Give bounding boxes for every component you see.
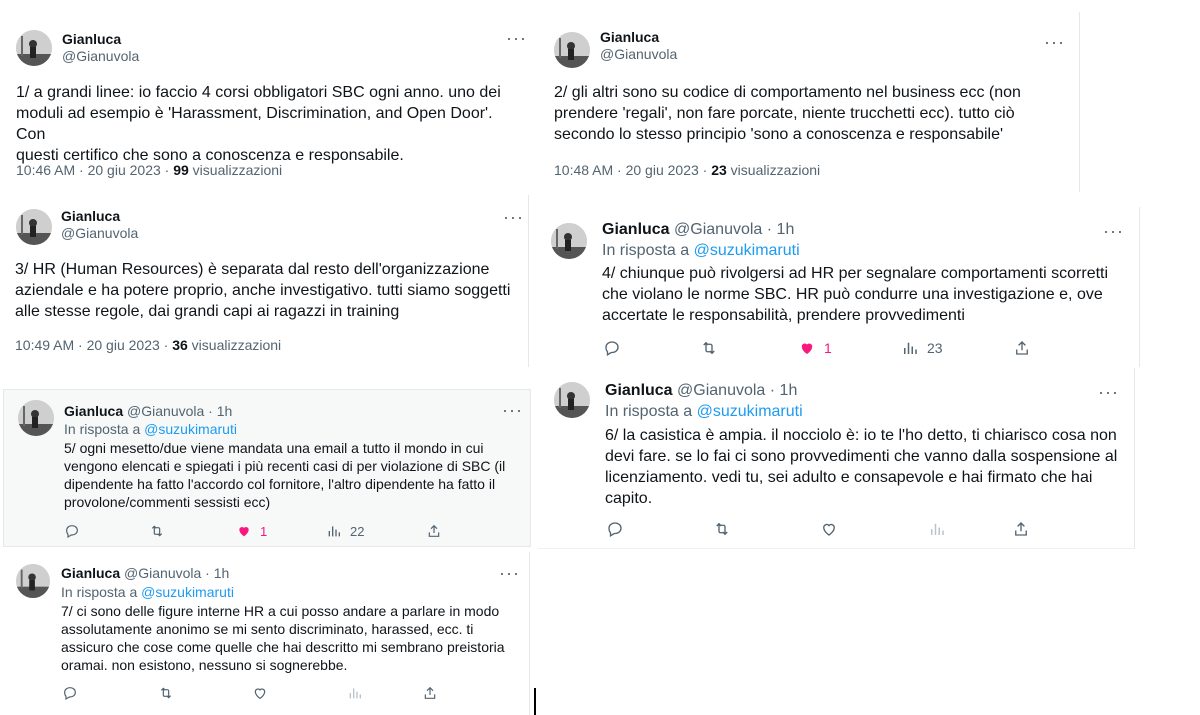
- retweet-button[interactable]: [148, 523, 166, 539]
- author-name[interactable]: Gianluca: [602, 221, 670, 238]
- like-button[interactable]: [252, 685, 268, 701]
- author-handle[interactable]: @Gianuvola: [600, 46, 678, 62]
- views-icon: [928, 520, 946, 538]
- tweet-age[interactable]: · 1h: [201, 565, 230, 581]
- reply-context: In risposta a: [61, 584, 142, 600]
- avatar[interactable]: [16, 30, 52, 66]
- like-icon: [236, 523, 252, 539]
- retweet-icon: [157, 685, 175, 701]
- reply-button[interactable]: [64, 523, 80, 539]
- tweet-card[interactable]: [538, 368, 1135, 549]
- tweet-actions: [603, 338, 1033, 358]
- author-handle[interactable]: @Gianuvola: [61, 225, 139, 241]
- mention-link[interactable]: @suzukimaruti: [141, 584, 234, 600]
- retweet-icon: [712, 520, 732, 538]
- reply-icon: [606, 520, 624, 538]
- reply-button[interactable]: [62, 685, 78, 701]
- tweet-card[interactable]: [0, 18, 528, 190]
- tweet-timestamp[interactable]: [16, 162, 282, 178]
- reply-button[interactable]: [603, 339, 621, 357]
- views-button[interactable]: [928, 520, 946, 538]
- like-icon: [252, 685, 268, 701]
- views-label: visualizzazioni: [187, 337, 282, 353]
- tweet-timestamp[interactable]: [554, 162, 820, 178]
- reply-context: In risposta a: [64, 421, 145, 437]
- views-label: visualizzazioni: [726, 162, 821, 178]
- retweet-icon: [699, 339, 719, 357]
- share-button[interactable]: [1013, 339, 1031, 357]
- share-icon: [1013, 339, 1031, 357]
- tweet-text: 5/ ogni mesetto/due viene mandata una email a tutto il mondo in cui vengono elencati e spiegati i più recenti casi di per violazione di SBC (il dipendente ha fatto l'accordo col fornitore, l'altro dipendente ha fatto il provolone/commenti sessisti ecc): [64, 440, 506, 510]
- reply-icon: [62, 685, 78, 701]
- author-handle[interactable]: @Gianuvola: [677, 382, 766, 399]
- more-options-icon[interactable]: ···: [506, 28, 527, 48]
- author-name[interactable]: Gianluca: [62, 31, 122, 47]
- share-button[interactable]: [426, 523, 442, 539]
- view-count: 22: [350, 523, 365, 539]
- more-options-icon[interactable]: ···: [499, 563, 520, 583]
- reply-icon: [603, 339, 621, 357]
- divider: [534, 688, 536, 715]
- view-count: 99: [173, 162, 189, 178]
- retweet-button[interactable]: [699, 339, 719, 357]
- avatar[interactable]: [16, 564, 50, 598]
- like-count: 1: [824, 340, 832, 356]
- views-button[interactable]: [347, 685, 363, 701]
- like-icon: [798, 339, 816, 357]
- like-button[interactable]: [820, 520, 838, 538]
- tweet-text: 6/ la casistica è ampia. il nocciolo è: io te l'ho detto, ti chiarisco cosa non devi fare. se lo fai ci sono provvedimenti che vanno dalla sospensione al licenziamento. vedi tu, sei adulto e consapevole e hai firmato che hai capito.: [605, 427, 1118, 507]
- mention-link[interactable]: @suzukimaruti: [144, 421, 237, 437]
- views-icon: [347, 685, 363, 701]
- like-button[interactable]: [236, 523, 267, 539]
- view-count: 23: [711, 162, 727, 178]
- avatar[interactable]: [554, 382, 590, 418]
- tweet-actions: [606, 519, 1036, 539]
- view-count: 36: [172, 337, 188, 353]
- author-name[interactable]: Gianluca: [61, 565, 121, 581]
- tweet-card[interactable]: [0, 195, 529, 367]
- share-icon: [1012, 520, 1030, 538]
- reply-context: In risposta a: [605, 403, 697, 420]
- tweet-card[interactable]: [538, 12, 1080, 192]
- avatar[interactable]: [16, 209, 52, 245]
- views-icon: [326, 523, 342, 539]
- views-button[interactable]: [326, 523, 364, 539]
- author-handle[interactable]: @Gianuvola: [127, 403, 205, 419]
- reply-context: In risposta a: [602, 242, 694, 259]
- reply-icon: [64, 523, 80, 539]
- avatar[interactable]: [551, 223, 587, 259]
- author-handle[interactable]: @Gianuvola: [62, 48, 140, 64]
- view-count: 23: [927, 340, 943, 356]
- retweet-button[interactable]: [712, 520, 732, 538]
- tweet-text: 4/ chiunque può rivolgersi ad HR per segnalare comportamenti scorretti che violano le norme SBC. HR può condurre una investigazione e, ove accertate le responsabilità, prendere provvedimenti: [602, 265, 1109, 324]
- tweet-text: 3/ HR (Human Resources) è separata dal resto dell'organizzazione aziendale e ha potere proprio, anche investigativo. tutti siamo soggetti alle stesse regole, dai grandi capi ai ragazzi in training: [15, 261, 511, 320]
- timestamp-text[interactable]: 10:48 AM · 20 giu 2023 ·: [554, 162, 712, 178]
- tweet-card[interactable]: [0, 552, 530, 715]
- author-name[interactable]: Gianluca: [605, 382, 673, 399]
- views-label: visualizzazioni: [188, 162, 283, 178]
- tweet-actions: [62, 684, 442, 702]
- author-name[interactable]: Gianluca: [61, 208, 121, 224]
- tweet-age[interactable]: · 1h: [204, 403, 233, 419]
- mention-link[interactable]: @suzukimaruti: [693, 242, 800, 259]
- share-button[interactable]: [1012, 520, 1030, 538]
- tweet-actions: [64, 522, 504, 540]
- author-name[interactable]: Gianluca: [600, 29, 660, 45]
- mention-link[interactable]: @suzukimaruti: [696, 403, 803, 420]
- tweet-text: 1/ a grandi linee: io faccio 4 corsi obbligatori SBC ogni anno. uno dei moduli ad esempio è 'Harassment, Discrimination, and Open Door'. Con questi certifico che sono a conoscenza e responsabile.: [16, 84, 501, 164]
- timestamp-text[interactable]: 10:49 AM · 20 giu 2023 ·: [15, 337, 173, 353]
- tweet-timestamp[interactable]: [15, 337, 281, 353]
- retweet-icon: [148, 523, 166, 539]
- more-options-icon[interactable]: ···: [502, 400, 523, 420]
- tweet-card[interactable]: [3, 389, 531, 547]
- tweet-card[interactable]: [535, 207, 1140, 367]
- share-icon: [422, 685, 438, 701]
- more-options-icon[interactable]: ···: [503, 207, 524, 227]
- tweet-text: 2/ gli altri sono su codice di comportamento nel business ecc (non prendere 'regali', non fare porcate, niente trucchetti ecc). tutto ciò secondo lo stesso principio 'sono a conoscenza e responsabile': [554, 84, 1021, 143]
- share-icon: [426, 523, 442, 539]
- timestamp-text[interactable]: 10:46 AM · 20 giu 2023 ·: [16, 162, 174, 178]
- share-button[interactable]: [422, 685, 438, 701]
- avatar[interactable]: [18, 400, 54, 436]
- like-count: 1: [260, 523, 268, 539]
- views-button[interactable]: [901, 339, 943, 357]
- like-icon: [820, 520, 838, 538]
- author-handle[interactable]: @Gianuvola: [124, 565, 202, 581]
- more-options-icon[interactable]: ···: [1044, 32, 1065, 52]
- more-options-icon[interactable]: ···: [1103, 221, 1124, 241]
- avatar[interactable]: [554, 32, 590, 68]
- tweet-age[interactable]: · 1h: [762, 221, 795, 238]
- reply-button[interactable]: [606, 520, 624, 538]
- views-icon: [901, 339, 919, 357]
- tweet-age[interactable]: · 1h: [765, 382, 798, 399]
- author-handle[interactable]: @Gianuvola: [674, 221, 763, 238]
- author-name[interactable]: Gianluca: [64, 403, 124, 419]
- more-options-icon[interactable]: ···: [1098, 382, 1119, 402]
- retweet-button[interactable]: [157, 685, 175, 701]
- tweet-text: 7/ ci sono delle figure interne HR a cui posso andare a parlare in modo assolutamente anonimo se mi sento discriminato, harassed, ecc. ti assicuro che cose come quelle che hai descritto mi sembrano preistoria oramai. non esistono, nessuno si sognerebbe.: [61, 603, 505, 673]
- like-button[interactable]: [798, 339, 832, 357]
